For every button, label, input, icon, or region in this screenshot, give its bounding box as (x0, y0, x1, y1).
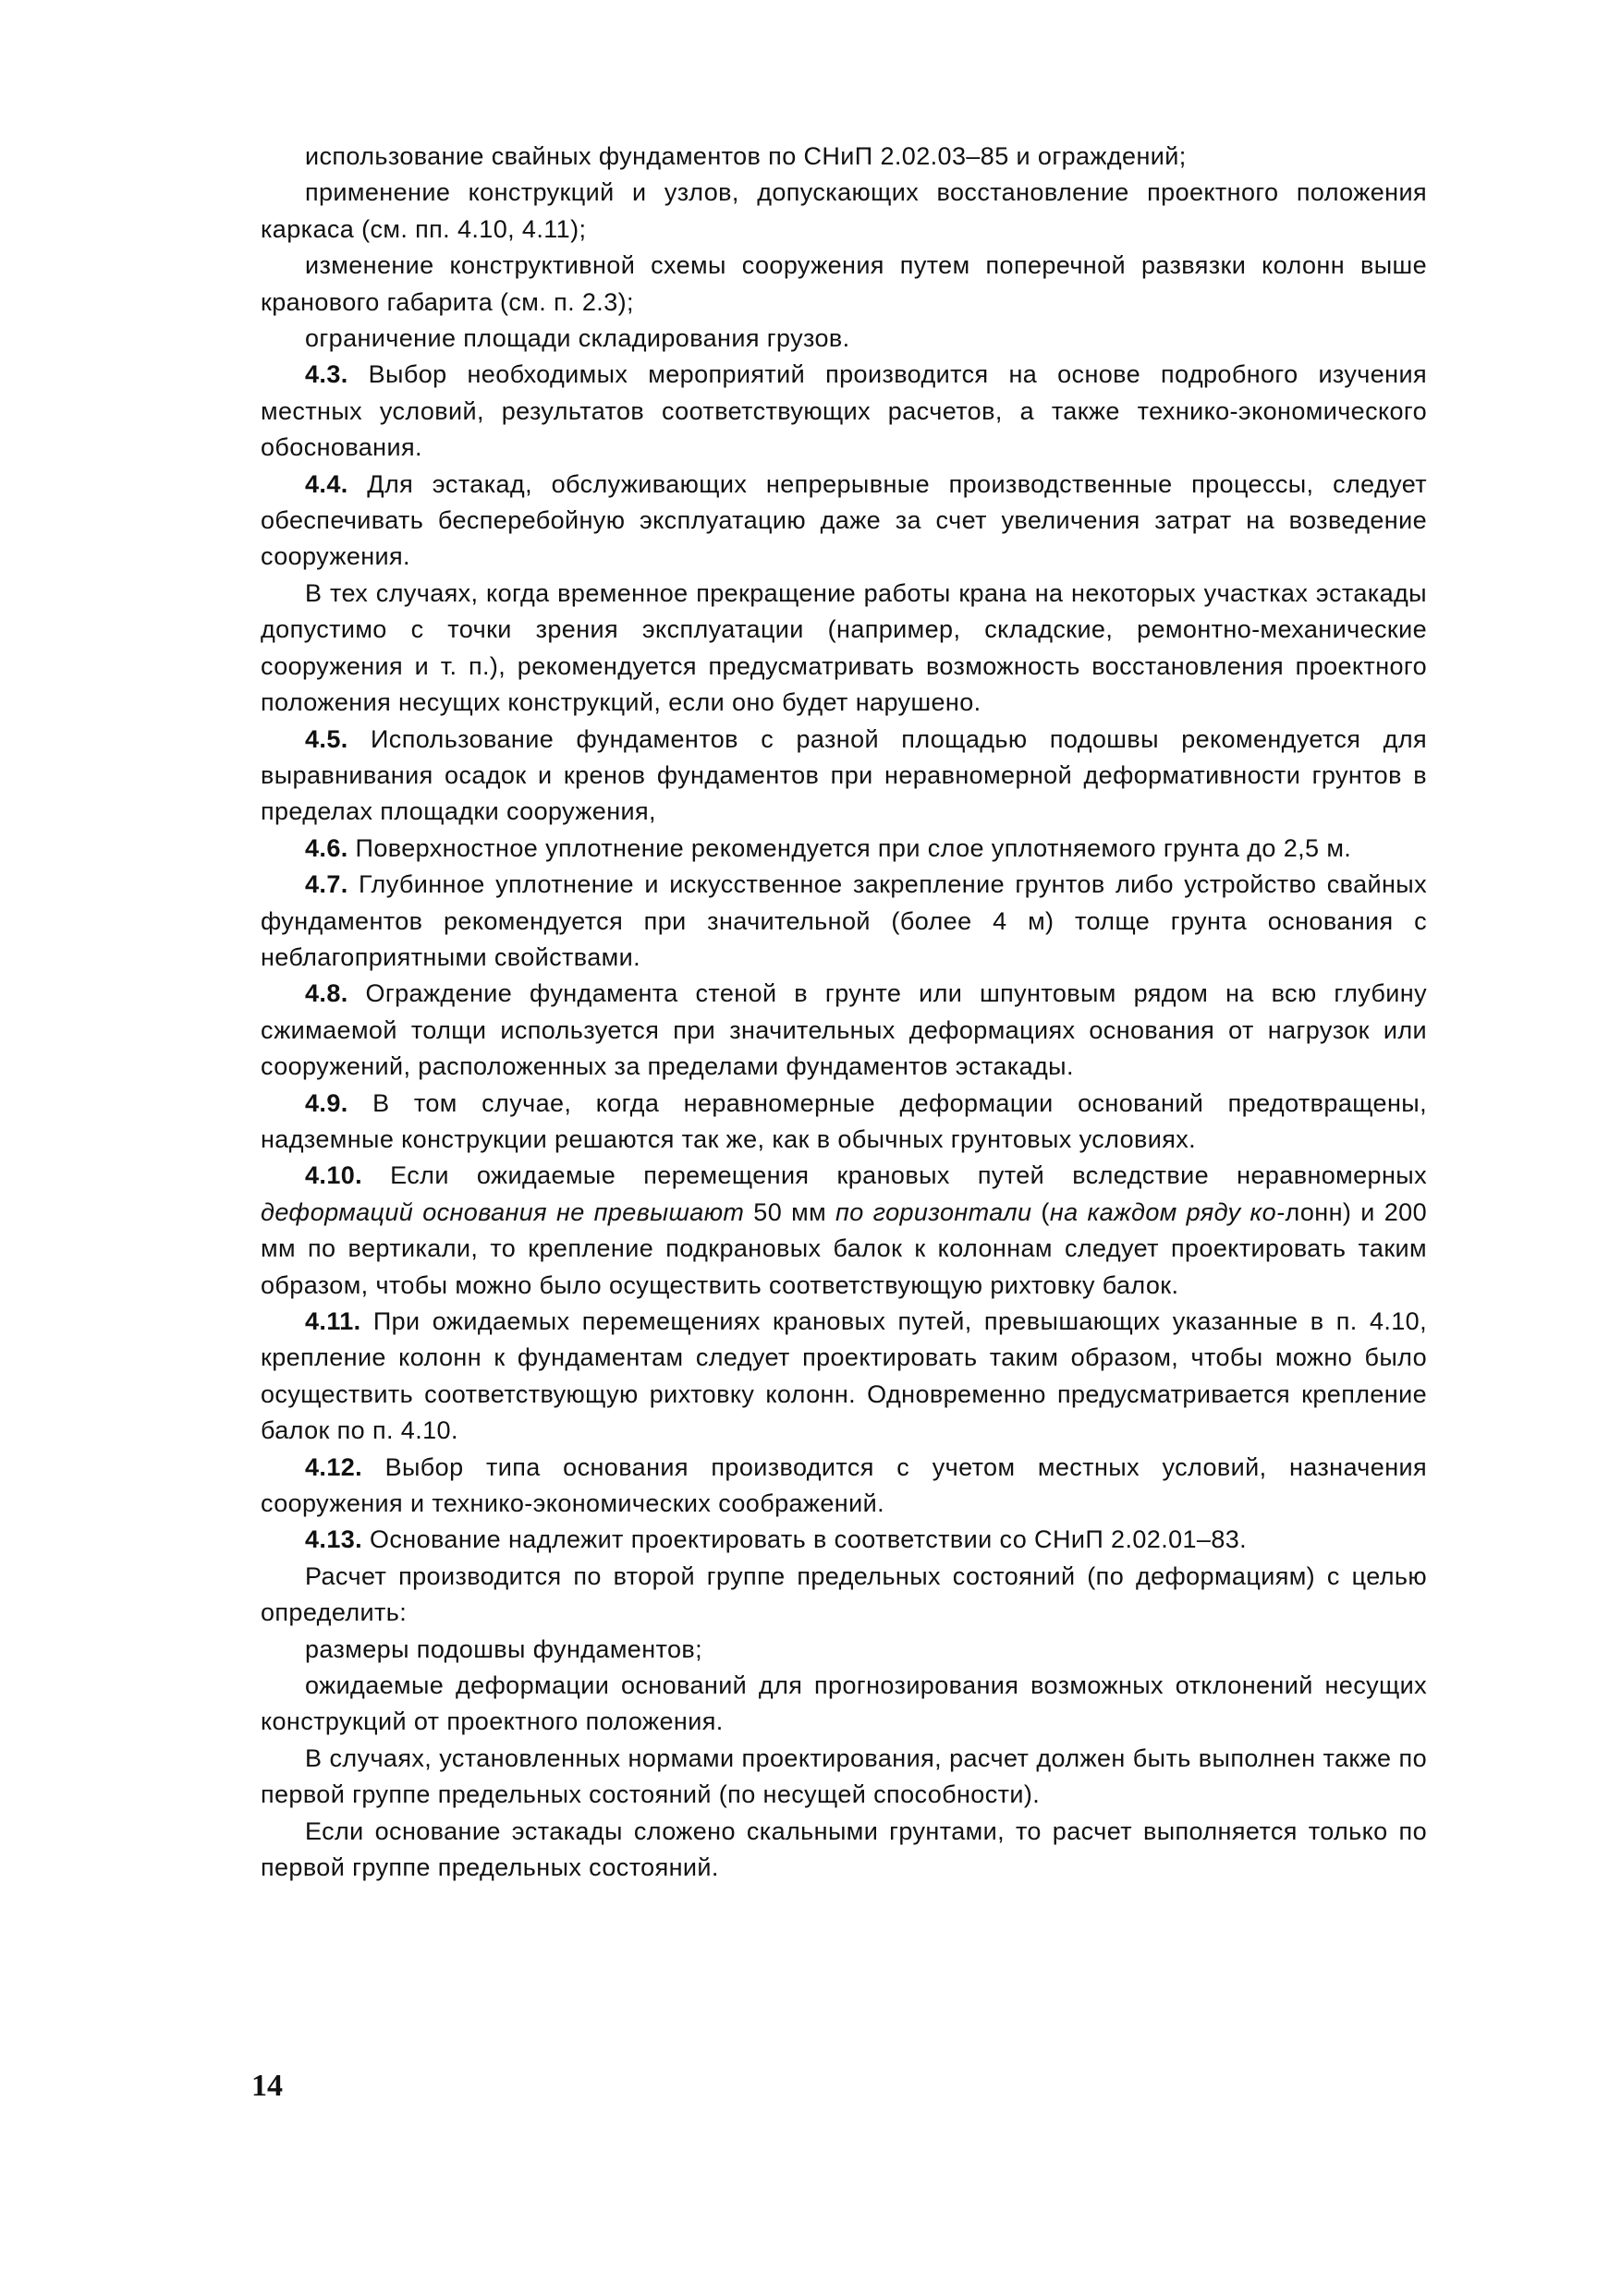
clause-number: 4.9. (305, 1088, 348, 1117)
paragraph-text: Ограждение фундамента стеной в грунте или шпунтовым рядом на всю глубину сжимаемой толщи используется при значительных деформациях основания от нагрузок или сооружений, расположенных за пределами фундаментов эстакады. (261, 979, 1427, 1081)
clause-number: 4.3. (305, 360, 348, 389)
clause-4-13 (261, 1522, 1427, 1558)
clause-4-5 (261, 722, 1427, 831)
paragraph-text: Если ожидаемые перемещения крановых путей вследствие неравномерных (390, 1161, 1427, 1190)
paragraph-text: использование свайных фундаментов по СНиП 2.02.03–85 и ограждений; (305, 142, 1187, 170)
paragraph (261, 1814, 1427, 1887)
paragraph-text: В том случае, когда неравномерные деформации оснований предотвращены, надземные конструкции решаются так же, как в обычных грунтовых условиях. (261, 1088, 1427, 1153)
paragraph-text: При ожидаемых перемещениях крановых путей, превышающих указанные в п. 4.10, крепление колонн к фундаментам следует проектировать таким образом, чтобы можно было осуществить соответствующую рихтовку колонн. Одновременно предусматривается крепление балок по п. 4.10. (261, 1307, 1428, 1445)
paragraph-text: Выбор необходимых мероприятий производится на основе подробного изучения местных условий, результатов соответствующих расчетов, а также технико-экономического обоснования. (261, 360, 1428, 462)
clause-number: 4.13. (305, 1525, 363, 1554)
clause-4-7 (261, 867, 1427, 976)
paragraph (261, 1559, 1427, 1632)
clause-4-11 (261, 1304, 1427, 1450)
paragraph (261, 1632, 1427, 1668)
paragraph (261, 175, 1427, 248)
paragraph-text: ( (1041, 1197, 1050, 1226)
paragraph (261, 321, 1427, 357)
clause-number: 4.11. (305, 1307, 361, 1335)
paragraph-text: В тех случаях, когда временное прекращение работы крана на некоторых участках эстакады допустимо с точки зрения эксплуатации (например, складские, ремонтно-механические сооружения и т. п.), рекомендуется предусматривать возможность восстановления проектного положения несущих конструкций, если оно будет нарушено. (261, 578, 1427, 717)
clause-number: 4.5. (305, 724, 348, 753)
clause-number: 4.7. (305, 870, 348, 899)
paragraph-text: лонн) и 200 мм по вертикали, то крепление подкрановых балок к колоннам следует проектировать таким образом, чтобы можно было осуществить соответствующую рихтовку балок. (261, 1197, 1428, 1299)
paragraph-text: Использование фундаментов с разной площадью подошвы рекомендуется для выравнивания осадок и кренов фундаментов при неравномерной деформативности грунтов в пределах площадки сооружения, (261, 724, 1427, 826)
paragraph-text-italic: деформаций основания не превышают (261, 1197, 745, 1226)
paragraph-text: Расчет производится по второй группе предельных состояний (по деформациям) с целью определить: (261, 1561, 1427, 1627)
paragraph-text: Если основание эстакады сложено скальными грунтами, то расчет выполняется только по первой группе предельных состояний. (261, 1816, 1427, 1882)
clause-4-6 (261, 831, 1427, 867)
clause-4-12 (261, 1450, 1427, 1523)
paragraph-text: изменение конструктивной схемы сооружения путем поперечной развязки колонн выше кранового габарита (см. п. 2.3); (261, 251, 1427, 316)
paragraph (261, 139, 1427, 175)
clause-number: 4.8. (305, 979, 348, 1008)
paragraph-text: Для эстакад, обслуживающих непрерывные производственные процессы, следует обеспечивать бесперебойную эксплуатацию даже за счет увеличения затрат на возведение сооружения. (261, 469, 1427, 571)
paragraph (261, 248, 1427, 321)
page-number: 14 (251, 2069, 283, 2103)
clause-number: 4.10. (305, 1161, 363, 1190)
paragraph-text: Поверхностное уплотнение рекомендуется при слое уплотняемого грунта до 2,5 м. (355, 833, 1352, 862)
paragraph-text: Основание надлежит проектировать в соответствии со СНиП 2.02.01–83. (369, 1525, 1248, 1554)
paragraph-text: ограничение площади складирования грузов. (305, 324, 850, 353)
paragraph-text: 50 мм (753, 1197, 827, 1226)
paragraph-text: В случаях, установленных нормами проектирования, расчет должен быть выполнен также по первой группе предельных состояний (по несущей способности). (261, 1743, 1427, 1809)
clause-4-9 (261, 1086, 1427, 1159)
clause-4-3 (261, 357, 1427, 466)
clause-number: 4.12. (305, 1452, 363, 1481)
paragraph-text: ожидаемые деформации оснований для прогнозирования возможных отклонений несущих конструкций от проектного положения. (261, 1671, 1427, 1736)
body-text (261, 139, 1427, 1887)
paragraph-text: размеры подошвы фундаментов; (305, 1634, 703, 1663)
clause-number: 4.6. (305, 833, 348, 862)
paragraph-text-italic: по горизонтали (835, 1197, 1032, 1226)
clause-4-8 (261, 976, 1427, 1085)
paragraph (261, 1741, 1427, 1814)
paragraph-text: Выбор типа основания производится с учетом местных условий, назначения сооружения и технико-экономических соображений. (261, 1452, 1428, 1518)
paragraph (261, 1668, 1427, 1741)
clause-4-10 (261, 1158, 1427, 1304)
paragraph-text: применение конструкций и узлов, допускающих восстановление проектного положения каркаса (см. пп. 4.10, 4.11); (261, 178, 1427, 243)
clause-number: 4.4. (305, 469, 348, 498)
paragraph (261, 576, 1427, 722)
clause-4-4 (261, 467, 1427, 576)
paragraph-text-italic: на каждом ряду ко- (1049, 1197, 1286, 1226)
paragraph-text: Глубинное уплотнение и искусственное закрепление грунтов либо устройство свайных фундаментов рекомендуется при значительной (более 4 м) толще грунта основания с неблагоприятными свойствами. (261, 870, 1428, 971)
